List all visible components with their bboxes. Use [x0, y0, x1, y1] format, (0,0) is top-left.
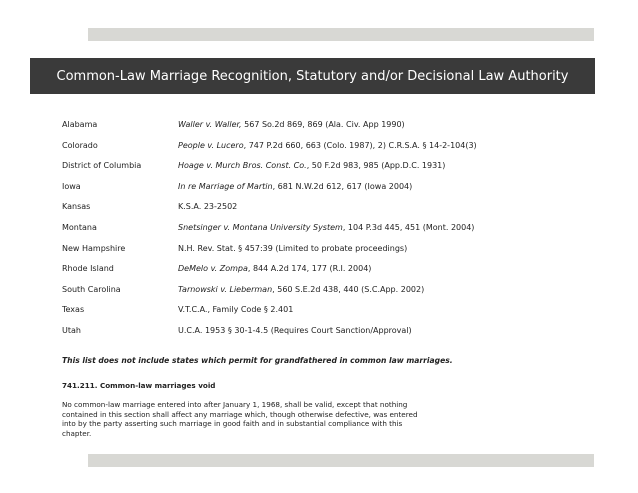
citation: 567 So.2d 869, 869 (Ala. Civ. App 1990): [241, 120, 405, 129]
citation: , 50 F.2d 983, 985 (App.D.C. 1931): [306, 161, 446, 171]
table-row: [62, 300, 602, 321]
statute-line: chapter.: [62, 428, 92, 438]
citation: N.H. Rev. Stat. § 457:39 (Limited to probate proceedings): [178, 243, 408, 253]
table-row: [62, 115, 602, 136]
citation: , 747 P.2d 660, 663 (Colo. 1987), 2) C.R.S.A. § 14-2-104(3): [243, 140, 477, 150]
table-row: [62, 280, 602, 301]
table-row: [62, 197, 602, 218]
state-name: South Carolina: [62, 284, 121, 294]
authority: [178, 218, 474, 239]
state-name: Utah: [62, 325, 81, 335]
authority: [178, 115, 405, 136]
case-name: Waller v. Waller,: [178, 120, 242, 129]
statute-line: No common-law marriage entered into after January 1, 1968, shall be valid, except that nothing: [62, 400, 408, 409]
statute-text: [62, 400, 442, 438]
authority: [178, 156, 445, 177]
statute-line: into by the party asserting such marriage in good faith and in substantial compliance with this: [62, 419, 403, 429]
table-row: [62, 136, 602, 157]
table-row: [62, 259, 602, 280]
page-title: Common-Law Marriage Recognition, Statutory and/or Decisional Law Authority: [56, 68, 569, 84]
statute-line: contained in this section shall affect any marriage which, though otherwise defective, was entered: [62, 409, 418, 419]
authority: [178, 321, 412, 342]
authority: [178, 136, 477, 157]
case-name: Tarnowski v. Lieberman: [178, 284, 273, 294]
authority: [178, 239, 407, 260]
statute-heading: 741.211. Common-law marriages void: [62, 381, 216, 390]
state-name: Alabama: [62, 120, 98, 129]
case-name: In re Marriage of Martin: [178, 181, 273, 191]
authority: [178, 197, 237, 218]
bottom-decorative-bar: [88, 454, 594, 467]
state-name: New Hampshire: [62, 243, 126, 253]
state-name: Texas: [62, 305, 85, 315]
title-band: [30, 58, 595, 94]
authority: [178, 259, 371, 280]
table-row: [62, 156, 602, 177]
citation: , 560 S.E.2d 438, 440 (S.C.App. 2002): [272, 284, 425, 294]
state-name: Montana: [62, 222, 97, 232]
case-name: Hoage v. Murch Bros. Const. Co.: [178, 161, 307, 171]
state-name: Kansas: [62, 202, 91, 212]
case-name: DeMelo v. Zompa: [178, 264, 248, 274]
citation: , 681 N.W.2d 612, 617 (Iowa 2004): [272, 181, 413, 191]
citation: , 844 A.2d 174, 177 (R.I. 2004): [247, 264, 372, 274]
authority: [178, 177, 412, 198]
authority-table: [62, 115, 602, 342]
table-row: [62, 218, 602, 239]
authority: [178, 300, 293, 321]
citation: K.S.A. 23-2502: [178, 202, 238, 212]
state-name: District of Columbia: [62, 161, 142, 171]
top-decorative-bar: [88, 28, 594, 41]
citation: V.T.C.A., Family Code § 2.401: [178, 305, 294, 315]
table-row: [62, 239, 602, 260]
citation: , 104 P.3d 445, 451 (Mont. 2004): [342, 222, 475, 232]
case-name: People v. Lucero: [178, 140, 244, 150]
authority: [178, 280, 424, 301]
table-row: [62, 177, 602, 198]
state-name: Rhode Island: [62, 264, 114, 274]
case-name: Snetsinger v. Montana University System: [178, 222, 343, 232]
citation: U.C.A. 1953 § 30-1-4.5 (Requires Court Sanction/Approval): [178, 325, 412, 335]
table-row: [62, 321, 602, 342]
state-name: Colorado: [62, 140, 98, 150]
state-name: Iowa: [62, 181, 81, 191]
grandfather-note: This list does not include states which permit for grandfathered in common law marriages.: [62, 356, 453, 365]
